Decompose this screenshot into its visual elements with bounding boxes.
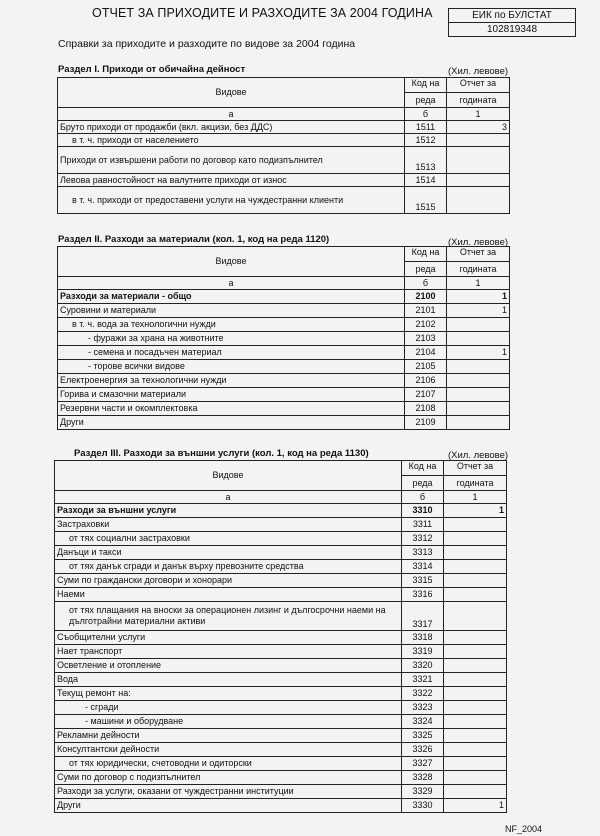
row-value bbox=[447, 388, 510, 402]
row-value bbox=[447, 332, 510, 346]
section1-title: Раздел I. Приходи от обичайна дейност bbox=[58, 64, 246, 75]
table-row bbox=[55, 701, 507, 715]
col-report-header-1: Отчет за bbox=[447, 78, 510, 93]
row-label: Приходи от извършени работи по договор като подизпълнител bbox=[58, 147, 405, 174]
row-code: 2105 bbox=[405, 360, 447, 374]
col-code-header-1: Код на bbox=[405, 247, 447, 262]
table-row bbox=[58, 134, 510, 147]
row-code: 3327 bbox=[402, 757, 444, 771]
row-value bbox=[447, 416, 510, 430]
row-label: от тях плащания на вноски за операционен лизинг и дългосрочни наеми на дълготрайни материални активи bbox=[55, 602, 402, 631]
table-row bbox=[55, 785, 507, 799]
col-index-b: б bbox=[405, 108, 447, 121]
row-value: 1 bbox=[444, 799, 507, 813]
row-label: Бруто приходи от продажби (вкл. акцизи, без ДДС) bbox=[58, 121, 405, 134]
row-code: 3311 bbox=[402, 518, 444, 532]
col-kind-header: Видове bbox=[55, 461, 402, 491]
row-label: Разходи за външни услуги bbox=[55, 504, 402, 518]
row-value: 1 bbox=[444, 504, 507, 518]
row-code: 3330 bbox=[402, 799, 444, 813]
row-value bbox=[444, 659, 507, 673]
table-row bbox=[55, 546, 507, 560]
row-label: Данъци и такси bbox=[55, 546, 402, 560]
eik-value: 102819348 bbox=[486, 24, 538, 35]
table-row bbox=[55, 560, 507, 574]
row-code: 2106 bbox=[405, 374, 447, 388]
row-value bbox=[444, 631, 507, 645]
row-label: в т. ч. приходи от предоставени услуги на чуждестранни клиенти bbox=[58, 187, 405, 214]
row-code: 2100 bbox=[405, 290, 447, 304]
row-label: Други bbox=[58, 416, 405, 430]
table-row bbox=[55, 715, 507, 729]
row-value bbox=[444, 757, 507, 771]
table-row bbox=[55, 743, 507, 757]
col-code-header-2: реда bbox=[405, 93, 447, 108]
table-row bbox=[55, 631, 507, 645]
table-row bbox=[55, 518, 507, 532]
row-value bbox=[447, 374, 510, 388]
col-index-1: 1 bbox=[447, 277, 510, 290]
table-row bbox=[55, 757, 507, 771]
table-row bbox=[58, 304, 510, 318]
row-label: - семена и посадъчен материал bbox=[58, 346, 405, 360]
table-row bbox=[58, 121, 510, 134]
row-code: 2107 bbox=[405, 388, 447, 402]
row-value bbox=[444, 701, 507, 715]
section2-unit: (Хил. левове) bbox=[448, 237, 509, 248]
row-code: 3319 bbox=[402, 645, 444, 659]
col-kind-header: Видове bbox=[58, 247, 405, 277]
table-row bbox=[55, 659, 507, 673]
col-report-header-1: Отчет за bbox=[447, 247, 510, 262]
col-index-a: а bbox=[55, 491, 402, 504]
row-code: 3315 bbox=[402, 574, 444, 588]
row-code: 3325 bbox=[402, 729, 444, 743]
table-row bbox=[58, 174, 510, 187]
section3-unit: (Хил. левове) bbox=[448, 450, 509, 461]
section3-title: Раздел III. Разходи за външни услуги (кол. 1, код на реда 1130) bbox=[74, 448, 369, 459]
row-label: Резервни части и окомплектовка bbox=[58, 402, 405, 416]
row-code: 1515 bbox=[405, 187, 447, 214]
row-code: 3320 bbox=[402, 659, 444, 673]
col-code-header-2: реда bbox=[402, 476, 444, 491]
col-index-1: 1 bbox=[447, 108, 510, 121]
row-code: 3314 bbox=[402, 560, 444, 574]
row-label: в т. ч. вода за технологични нужди bbox=[58, 318, 405, 332]
col-index-b: б bbox=[402, 491, 444, 504]
row-code: 1513 bbox=[405, 147, 447, 174]
row-value bbox=[447, 147, 510, 174]
row-label: Нает транспорт bbox=[55, 645, 402, 659]
row-value bbox=[444, 673, 507, 687]
col-report-header-2: годината bbox=[447, 262, 510, 277]
table-row bbox=[58, 416, 510, 430]
table-row bbox=[55, 602, 507, 631]
section2-table bbox=[57, 246, 510, 430]
row-code: 3316 bbox=[402, 588, 444, 602]
table-row bbox=[55, 687, 507, 701]
table-row bbox=[55, 532, 507, 546]
row-code: 2102 bbox=[405, 318, 447, 332]
col-index-1: 1 bbox=[444, 491, 507, 504]
row-label: Суми по граждански договори и хонорари bbox=[55, 574, 402, 588]
row-code: 3317 bbox=[402, 602, 444, 631]
row-code: 3312 bbox=[402, 532, 444, 546]
col-index-b: б bbox=[405, 277, 447, 290]
section1-unit: (Хил. левове) bbox=[448, 66, 509, 77]
col-code-header-1: Код на bbox=[405, 78, 447, 93]
table-row bbox=[55, 771, 507, 785]
row-label: Суровини и материали bbox=[58, 304, 405, 318]
eik-box bbox=[448, 8, 576, 37]
col-index-a: а bbox=[58, 108, 405, 121]
row-value bbox=[444, 687, 507, 701]
col-kind-header: Видове bbox=[58, 78, 405, 108]
table-row bbox=[58, 332, 510, 346]
row-label: Рекламни дейности bbox=[55, 729, 402, 743]
row-label: Разходи за материали - общо bbox=[58, 290, 405, 304]
row-value bbox=[444, 532, 507, 546]
row-code: 2104 bbox=[405, 346, 447, 360]
row-value bbox=[444, 785, 507, 799]
row-value bbox=[444, 574, 507, 588]
row-label: - сгради bbox=[55, 701, 402, 715]
row-code: 2109 bbox=[405, 416, 447, 430]
col-index-a: а bbox=[58, 277, 405, 290]
row-value bbox=[444, 588, 507, 602]
row-value bbox=[444, 715, 507, 729]
row-code: 2103 bbox=[405, 332, 447, 346]
row-value bbox=[444, 602, 507, 631]
row-label: Текущ ремонт на: bbox=[55, 687, 402, 701]
row-value: 1 bbox=[447, 346, 510, 360]
row-code: 3313 bbox=[402, 546, 444, 560]
table-row bbox=[55, 799, 507, 813]
row-code: 3324 bbox=[402, 715, 444, 729]
row-label: от тях юридически, счетоводни и одиторски bbox=[55, 757, 402, 771]
table-row bbox=[58, 318, 510, 332]
row-code: 1514 bbox=[405, 174, 447, 187]
row-code: 1512 bbox=[405, 134, 447, 147]
row-label: Разходи за услуги, оказани от чуждестранни институции bbox=[55, 785, 402, 799]
row-code: 3329 bbox=[402, 785, 444, 799]
row-label: - торове всички видове bbox=[58, 360, 405, 374]
row-code: 2108 bbox=[405, 402, 447, 416]
row-label: Вода bbox=[55, 673, 402, 687]
report-title: ОТЧЕТ ЗА ПРИХОДИТЕ И РАЗХОДИТЕ ЗА 2004 ГОДИНА bbox=[92, 6, 433, 20]
table-row bbox=[58, 290, 510, 304]
row-label: - машини и оборудване bbox=[55, 715, 402, 729]
table-row bbox=[58, 346, 510, 360]
table-row bbox=[58, 402, 510, 416]
row-label: от тях социални застраховки bbox=[55, 532, 402, 546]
section1-table bbox=[57, 77, 510, 214]
table-row bbox=[55, 729, 507, 743]
eik-label: ЕИК по БУЛСТАТ bbox=[449, 9, 575, 23]
table-row bbox=[55, 673, 507, 687]
row-value bbox=[447, 402, 510, 416]
table-row bbox=[58, 388, 510, 402]
row-code: 3323 bbox=[402, 701, 444, 715]
row-value bbox=[444, 743, 507, 757]
row-value: 3 bbox=[447, 121, 510, 134]
report-subtitle: Справки за приходите и разходите по видове за 2004 година bbox=[58, 38, 356, 50]
row-code: 2101 bbox=[405, 304, 447, 318]
row-value: 1 bbox=[447, 290, 510, 304]
row-label: от тях данък сгради и данък върху превозните средства bbox=[55, 560, 402, 574]
row-value: 1 bbox=[447, 304, 510, 318]
row-value bbox=[444, 729, 507, 743]
table-row bbox=[55, 588, 507, 602]
table-row bbox=[55, 645, 507, 659]
row-value bbox=[447, 174, 510, 187]
col-code-header-1: Код на bbox=[402, 461, 444, 476]
col-code-header-2: реда bbox=[405, 262, 447, 277]
row-code: 3321 bbox=[402, 673, 444, 687]
row-value bbox=[447, 318, 510, 332]
row-label: Електроенергия за технологични нужди bbox=[58, 374, 405, 388]
col-report-header-1: Отчет за bbox=[444, 461, 507, 476]
row-label: Горива и смазочни материали bbox=[58, 388, 405, 402]
row-code: 3328 bbox=[402, 771, 444, 785]
row-label: Други bbox=[55, 799, 402, 813]
row-value bbox=[444, 546, 507, 560]
row-code: 3326 bbox=[402, 743, 444, 757]
row-label: Левова равностойност на валутните приходи от износ bbox=[58, 174, 405, 187]
row-value bbox=[444, 771, 507, 785]
row-code: 1511 bbox=[405, 121, 447, 134]
row-value bbox=[447, 360, 510, 374]
row-value bbox=[447, 134, 510, 147]
table-row bbox=[55, 574, 507, 588]
table-row bbox=[58, 187, 510, 214]
row-code: 3322 bbox=[402, 687, 444, 701]
row-label: Консултантски дейности bbox=[55, 743, 402, 757]
row-label: Осветление и отопление bbox=[55, 659, 402, 673]
row-label: Суми по договор с подизпълнител bbox=[55, 771, 402, 785]
table-row bbox=[58, 360, 510, 374]
row-value bbox=[447, 187, 510, 214]
col-report-header-2: годината bbox=[447, 93, 510, 108]
row-label: Наеми bbox=[55, 588, 402, 602]
col-report-header-2: годината bbox=[444, 476, 507, 491]
row-code: 3318 bbox=[402, 631, 444, 645]
row-value bbox=[444, 560, 507, 574]
form-code-footer: NF_2004 bbox=[504, 824, 542, 834]
table-row bbox=[58, 374, 510, 388]
row-label: - фуражи за храна на животните bbox=[58, 332, 405, 346]
row-value bbox=[444, 518, 507, 532]
row-label: Съобщителни услуги bbox=[55, 631, 402, 645]
table-row bbox=[58, 147, 510, 174]
section3-table bbox=[54, 460, 507, 813]
table-row bbox=[55, 504, 507, 518]
row-label: Застраховки bbox=[55, 518, 402, 532]
row-value bbox=[444, 645, 507, 659]
section2-title: Раздел II. Разходи за материали (кол. 1, код на реда 1120) bbox=[58, 234, 330, 245]
row-label: в т. ч. приходи от населението bbox=[58, 134, 405, 147]
row-code: 3310 bbox=[402, 504, 444, 518]
